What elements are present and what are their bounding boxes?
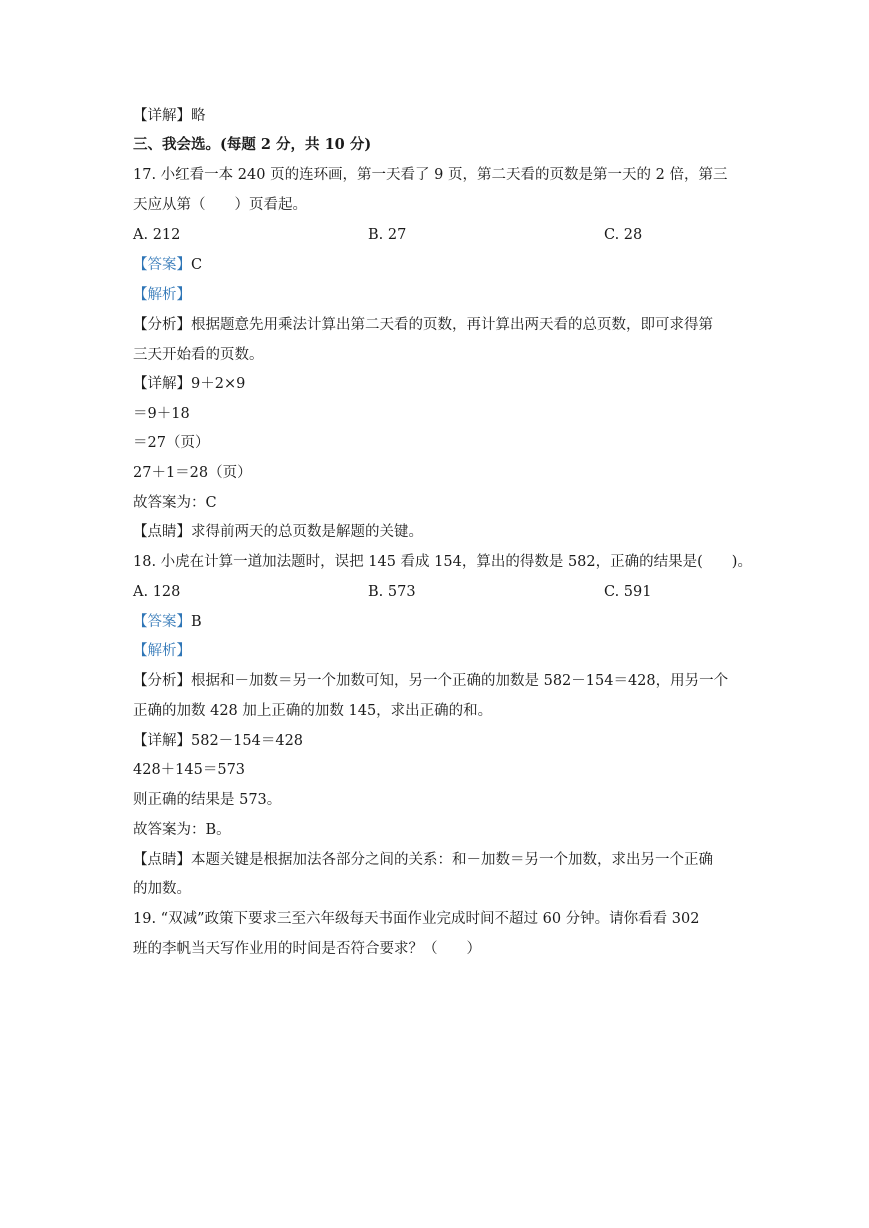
q18-fenxi-line2: 正确的加数 428 加上正确的加数 145，求出正确的和。 [133,703,493,719]
q18-detail-line3: 则正确的结果是 573。 [133,792,282,808]
detail-text: 略 [191,108,206,124]
q18-fenxi-line1 [133,671,728,691]
answer-tag: 【答案】 [133,257,191,273]
q18-analysis-tag: 【解析】 [133,643,191,659]
q17-detail-line3: ＝27（页） [133,435,210,451]
dianjing-tag: 【点睛】 [133,852,191,868]
section-heading: 三、我会选。(每题 2 分，共 10 分) [133,136,372,153]
q19-stem-line2: 班的李帆当天写作业用的时间是否符合要求？（ ） [133,941,481,957]
detail-text: 9＋2×9 [191,376,246,392]
detail-tag: 【详解】 [133,376,191,392]
q18-dianjing-line2: 的加数。 [133,881,191,897]
answer-value: C [191,257,203,273]
q17-option-b: B. 27 [368,227,407,243]
q18-dianjing-line1 [133,850,713,870]
q17-dianjing [133,522,423,542]
q17-fenxi-line2: 三天开始看的页数。 [133,347,264,363]
detail-tag: 【详解】 [133,108,191,124]
detail-line [133,106,206,126]
q17-answer [133,255,202,275]
q18-stem-line1: 18. 小虎在计算一道加法题时，误把 145 看成 154，算出的得数是 582，正确的结果是( )。 [133,554,752,570]
q18-detail-line1 [133,731,303,751]
answer-tag: 【答案】 [133,614,191,630]
q18-option-a: A. 128 [133,584,181,600]
detail-text: 582－154＝428 [191,733,304,749]
dianjing-tag: 【点睛】 [133,524,191,540]
q17-detail-line1 [133,374,245,394]
dianjing-text: 本题关键是根据加法各部分之间的关系：和－加数＝另一个加数，求出另一个正确 [191,852,713,868]
q17-detail-line5: 故答案为：C [133,495,217,511]
q18-detail-line2: 428＋145＝573 [133,762,246,778]
q17-fenxi-line1 [133,315,713,335]
fenxi-tag: 【分析】 [133,673,191,689]
detail-tag: 【详解】 [133,733,191,749]
q17-stem-line2: 天应从第（ ）页看起。 [133,197,307,213]
answer-value: B [191,614,202,630]
q18-option-c: C. 591 [604,584,652,600]
q18-answer [133,612,202,632]
q18-option-b: B. 573 [368,584,416,600]
q18-detail-line4: 故答案为：B。 [133,822,231,838]
fenxi-text: 根据和－加数＝另一个加数可知，另一个正确的加数是 582－154＝428，用另一个 [191,673,729,689]
fenxi-text: 根据题意先用乘法计算出第二天看的页数，再计算出两天看的总页数，即可求得第 [191,317,713,333]
q19-stem-line1: 19. “双减”政策下要求三至六年级每天书面作业完成时间不超过 60 分钟。请你看看 302 [133,911,700,927]
q17-option-c: C. 28 [604,227,643,243]
q17-detail-line4: 27＋1＝28（页） [133,465,252,481]
dianjing-text: 求得前两天的总页数是解题的关键。 [191,524,423,540]
q17-stem-line1: 17. 小红看一本 240 页的连环画，第一天看了 9 页，第二天看的页数是第一天的 2 倍，第三 [133,167,728,183]
q17-option-a: A. 212 [133,227,181,243]
q17-detail-line2: ＝9＋18 [133,406,190,422]
fenxi-tag: 【分析】 [133,317,191,333]
q17-analysis-tag: 【解析】 [133,287,191,303]
